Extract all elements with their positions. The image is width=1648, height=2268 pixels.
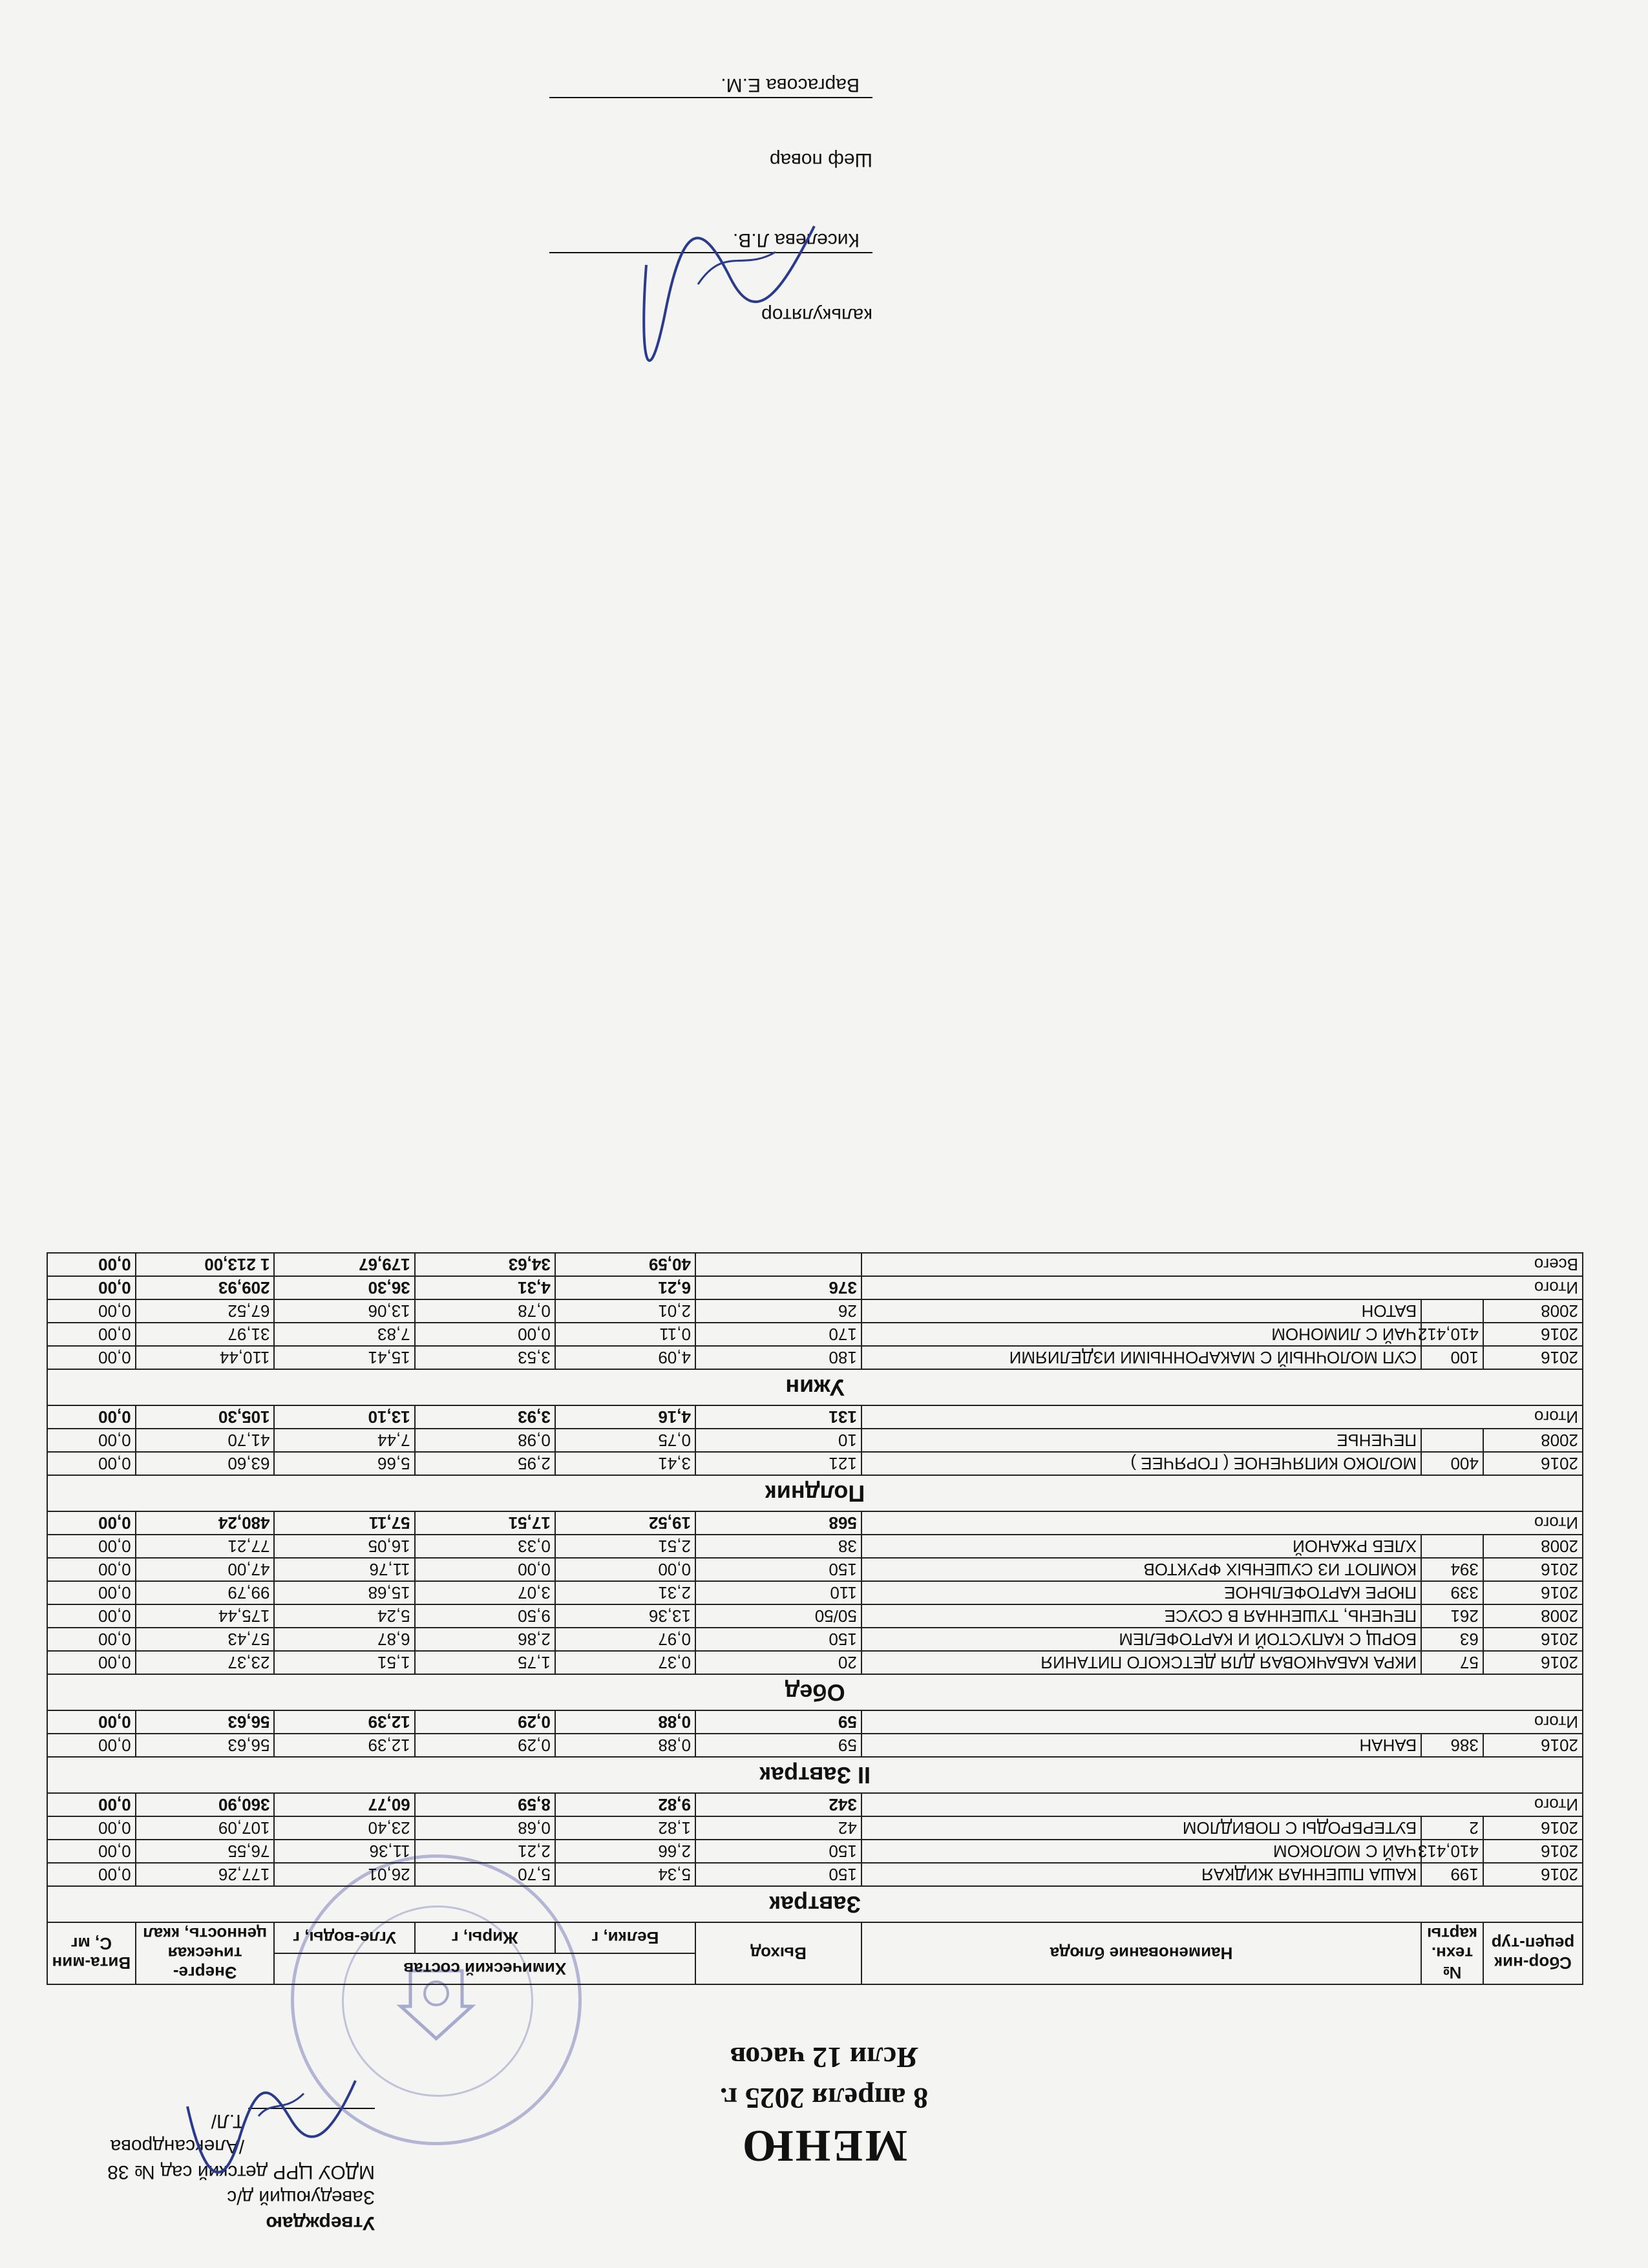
- cell-tech-card: [1421, 1535, 1483, 1558]
- cell-energy: 47,00: [136, 1558, 275, 1581]
- total-vitamin: 0,00: [47, 1511, 136, 1535]
- cell-energy: 177,26: [136, 1863, 275, 1886]
- cell-fat: 0,68: [415, 1816, 555, 1840]
- cell-fat: 0,98: [415, 1429, 555, 1452]
- cell-energy: 41,70: [136, 1429, 275, 1452]
- cell-fat: 5,70: [415, 1863, 555, 1886]
- cell-sbornik: 2016: [1483, 1323, 1583, 1346]
- cell-protein: 0,97: [555, 1628, 695, 1651]
- cell-carbs: 11,36: [275, 1840, 415, 1863]
- cell-output: 59: [695, 1734, 861, 1757]
- grand-total-fat: 34,63: [415, 1253, 555, 1276]
- cell-carbs: 16,05: [275, 1535, 415, 1558]
- cell-protein: 13,36: [555, 1604, 695, 1628]
- cell-fat: 3,53: [415, 1346, 555, 1369]
- table-row: [47, 1323, 1583, 1346]
- cell-carbs: 12,39: [275, 1734, 415, 1757]
- cell-sbornik: 2016: [1483, 1558, 1583, 1581]
- cell-energy: 31,97: [136, 1323, 275, 1346]
- cell-energy: 77,21: [136, 1535, 275, 1558]
- cell-dish-name: БАНАН: [861, 1734, 1421, 1757]
- approval-signer: /Александрова Т.Л/: [110, 2110, 245, 2158]
- total-carbs: 36,30: [275, 1276, 415, 1299]
- table-row: [47, 1581, 1583, 1604]
- total-energy: 360,90: [136, 1793, 275, 1816]
- header-chemical-composition: Химический состав: [275, 1953, 695, 1984]
- table-row: [47, 1651, 1583, 1674]
- cell-energy: 175,44: [136, 1604, 275, 1628]
- cell-fat: 2,86: [415, 1628, 555, 1651]
- cell-sbornik: 2008: [1483, 1604, 1583, 1628]
- cell-output: 26: [695, 1299, 861, 1323]
- total-energy: 480,24: [136, 1511, 275, 1535]
- cell-sbornik: 2016: [1483, 1346, 1583, 1369]
- cell-carbs: 5,66: [275, 1452, 415, 1475]
- cell-dish-name: КАША ПШЕННАЯ ЖИДКАЯ: [861, 1863, 1421, 1886]
- cell-dish-name: БОРЩ С КАПУСТОЙ И КАРТОФЕЛЕМ: [861, 1628, 1421, 1651]
- table-row: [47, 1816, 1583, 1840]
- cell-carbs: 15,41: [275, 1346, 415, 1369]
- menu-header: [0, 2041, 1648, 2171]
- cell-protein: 3,41: [555, 1452, 695, 1475]
- menu-table-body: [47, 1253, 1583, 1922]
- cell-energy: 76,55: [136, 1840, 275, 1863]
- cell-tech-card: 261: [1421, 1604, 1483, 1628]
- total-carbs: 57,11: [275, 1511, 415, 1535]
- cell-sbornik: 2016: [1483, 1840, 1583, 1863]
- total-fat: 8,59: [415, 1793, 555, 1816]
- cell-fat: 2,21: [415, 1840, 555, 1863]
- cell-vitamin: 0,00: [47, 1840, 136, 1863]
- cell-sbornik: 2016: [1483, 1734, 1583, 1757]
- cell-vitamin: 0,00: [47, 1604, 136, 1628]
- total-energy: 105,30: [136, 1405, 275, 1429]
- header-fat: Жиры, г: [415, 1922, 555, 1953]
- table-row: [47, 1840, 1583, 1863]
- section-title: Обед: [47, 1674, 1583, 1710]
- table-row: [47, 1604, 1583, 1628]
- cell-vitamin: 0,00: [47, 1558, 136, 1581]
- cell-protein: 2,51: [555, 1535, 695, 1558]
- cell-vitamin: 0,00: [47, 1628, 136, 1651]
- cell-tech-card: 410,413: [1421, 1840, 1483, 1863]
- signer-name: Варгасова Е.М.: [721, 74, 860, 96]
- cell-output: 170: [695, 1323, 861, 1346]
- total-row: [47, 1710, 1583, 1734]
- total-label: Итого: [861, 1710, 1583, 1734]
- cell-fat: 0,78: [415, 1299, 555, 1323]
- cell-energy: 57,43: [136, 1628, 275, 1651]
- total-energy: 56,63: [136, 1710, 275, 1734]
- total-carbs: 12,39: [275, 1710, 415, 1734]
- grand-total-row: [47, 1253, 1583, 1276]
- cell-protein: 5,34: [555, 1863, 695, 1886]
- menu-table: [47, 1252, 1583, 1985]
- section-title: Полдник: [47, 1475, 1583, 1511]
- header-vitamin: Вита-мин С, мг: [47, 1922, 136, 1984]
- cell-output: 10: [695, 1429, 861, 1452]
- bleed-through-text: [937, 90, 1583, 323]
- total-row: [47, 1793, 1583, 1816]
- total-vitamin: 0,00: [47, 1276, 136, 1299]
- cell-dish-name: ПЕЧЕНЬЕ: [861, 1429, 1421, 1452]
- header-dish-name: Наименование блюда: [861, 1922, 1421, 1984]
- total-energy: 209,93: [136, 1276, 275, 1299]
- total-fat: 4,31: [415, 1276, 555, 1299]
- cell-carbs: 1,51: [275, 1651, 415, 1674]
- grand-total-protein: 40,59: [555, 1253, 695, 1276]
- cell-sbornik: 2016: [1483, 1651, 1583, 1674]
- cell-protein: 4,09: [555, 1346, 695, 1369]
- cell-sbornik: 2016: [1483, 1863, 1583, 1886]
- total-label: Итого: [861, 1511, 1583, 1535]
- cell-carbs: 5,24: [275, 1604, 415, 1628]
- section-row: [47, 1475, 1583, 1511]
- cell-dish-name: СУП МОЛОЧНЫЙ С МАКАРОННЫМИ ИЗДЕЛИЯМИ: [861, 1346, 1421, 1369]
- table-row: [47, 1429, 1583, 1452]
- cell-dish-name: МОЛОКО КИПЯЧЕНОЕ ( ГОРЯЧЕЕ ): [861, 1452, 1421, 1475]
- cell-vitamin: 0,00: [47, 1581, 136, 1604]
- total-protein: 9,82: [555, 1793, 695, 1816]
- grand-total-energy: 1 213,00: [136, 1253, 275, 1276]
- cell-output: 20: [695, 1651, 861, 1674]
- cell-vitamin: 0,00: [47, 1346, 136, 1369]
- header-carbs: Угле-воды, г: [275, 1922, 415, 1953]
- cell-carbs: 13,06: [275, 1299, 415, 1323]
- cell-fat: 3,07: [415, 1581, 555, 1604]
- cell-fat: 0,00: [415, 1323, 555, 1346]
- section-row: [47, 1757, 1583, 1793]
- signer-name: Киселева Л.В.: [732, 229, 860, 251]
- cell-carbs: 6,87: [275, 1628, 415, 1651]
- total-output: 131: [695, 1405, 861, 1429]
- cell-vitamin: 0,00: [47, 1299, 136, 1323]
- cell-fat: 0,00: [415, 1558, 555, 1581]
- approval-position: Заведующий д/с: [227, 2187, 375, 2209]
- cell-dish-name: ЧАЙ С ЛИМОНОМ: [861, 1323, 1421, 1346]
- section-row: [47, 1886, 1583, 1922]
- cell-protein: 2,01: [555, 1299, 695, 1323]
- cell-dish-name: ИКРА КАБАЧКОВАЯ ДЛЯ ДЕТСКОГО ПИТАНИЯ: [861, 1651, 1421, 1674]
- cell-vitamin: 0,00: [47, 1323, 136, 1346]
- section-row: [47, 1674, 1583, 1710]
- total-vitamin: 0,00: [47, 1710, 136, 1734]
- cell-sbornik: 2016: [1483, 1452, 1583, 1475]
- cell-vitamin: 0,00: [47, 1816, 136, 1840]
- total-protein: 4,16: [555, 1405, 695, 1429]
- cell-sbornik: 2008: [1483, 1299, 1583, 1323]
- cell-output: 110: [695, 1581, 861, 1604]
- cell-tech-card: 63: [1421, 1628, 1483, 1651]
- total-fat: 17,51: [415, 1511, 555, 1535]
- cell-tech-card: 339: [1421, 1581, 1483, 1604]
- section-row: [47, 1369, 1583, 1405]
- cell-fat: 1,75: [415, 1651, 555, 1674]
- cell-tech-card: [1421, 1429, 1483, 1452]
- approval-title: Утверждаю: [266, 2212, 375, 2234]
- cell-fat: 0,29: [415, 1734, 555, 1757]
- total-protein: 6,21: [555, 1276, 695, 1299]
- total-vitamin: 0,00: [47, 1405, 136, 1429]
- grand-total-output: [695, 1253, 861, 1276]
- total-label: Итого: [861, 1276, 1583, 1299]
- cell-dish-name: ЧАЙ С МОЛОКОМ: [861, 1840, 1421, 1863]
- cell-energy: 23,37: [136, 1651, 275, 1674]
- cell-output: 50/50: [695, 1604, 861, 1628]
- cell-sbornik: 2008: [1483, 1429, 1583, 1452]
- cell-tech-card: 386: [1421, 1734, 1483, 1757]
- cell-energy: 63,60: [136, 1452, 275, 1475]
- total-output: 376: [695, 1276, 861, 1299]
- cell-sbornik: 2016: [1483, 1581, 1583, 1604]
- cell-tech-card: 394: [1421, 1558, 1483, 1581]
- cell-dish-name: ПЮРЕ КАРТОФЕЛЬНОЕ: [861, 1581, 1421, 1604]
- header-energy: Энерге-тическая ценность, ккал: [136, 1922, 275, 1984]
- cell-protein: 0,75: [555, 1429, 695, 1452]
- cell-protein: 1,82: [555, 1816, 695, 1840]
- cell-vitamin: 0,00: [47, 1535, 136, 1558]
- menu-title: МЕНЮ: [740, 2121, 908, 2170]
- table-row: [47, 1299, 1583, 1323]
- cell-output: 150: [695, 1628, 861, 1651]
- cell-vitamin: 0,00: [47, 1863, 136, 1886]
- cell-vitamin: 0,00: [47, 1734, 136, 1757]
- total-row: [47, 1511, 1583, 1535]
- header-sbornik: Сбор-ник рецеп-тур: [1483, 1922, 1583, 1984]
- total-label: Итого: [861, 1405, 1583, 1429]
- cell-protein: 0,88: [555, 1734, 695, 1757]
- section-title: Завтрак: [47, 1886, 1583, 1922]
- cell-protein: 0,37: [555, 1651, 695, 1674]
- cell-sbornik: 2008: [1483, 1535, 1583, 1558]
- cell-fat: 9,50: [415, 1604, 555, 1628]
- section-title: II Завтрак: [47, 1757, 1583, 1793]
- cell-dish-name: БАТОН: [861, 1299, 1421, 1323]
- section-title: Ужин: [47, 1369, 1583, 1405]
- cell-sbornik: 2016: [1483, 1628, 1583, 1651]
- approval-organization: МДОУ ЦРР детский сад № 38: [107, 2161, 375, 2183]
- cell-energy: 67,52: [136, 1299, 275, 1323]
- total-output: 342: [695, 1793, 861, 1816]
- total-vitamin: 0,00: [47, 1793, 136, 1816]
- cell-energy: 56,63: [136, 1734, 275, 1757]
- cell-dish-name: ХЛЕБ РЖАНОЙ: [861, 1535, 1421, 1558]
- cell-protein: 2,31: [555, 1581, 695, 1604]
- total-row: [47, 1276, 1583, 1299]
- cell-tech-card: 57: [1421, 1651, 1483, 1674]
- cell-dish-name: КОМПОТ ИЗ СУШЕНЫХ ФРУКТОВ: [861, 1558, 1421, 1581]
- grand-total-vitamin: 0,00: [47, 1253, 136, 1276]
- total-output: 59: [695, 1710, 861, 1734]
- header-tech-card: № техн. карты: [1421, 1922, 1483, 1984]
- total-row: [47, 1405, 1583, 1429]
- menu-date: 8 апреля 2025 г.: [719, 2082, 929, 2115]
- grand-total-carbs: 179,67: [275, 1253, 415, 1276]
- cell-energy: 99,79: [136, 1581, 275, 1604]
- table-row: [47, 1535, 1583, 1558]
- signer-row: [549, 65, 872, 142]
- signer-role: Шеф повар: [769, 149, 872, 171]
- cell-tech-card: 400: [1421, 1452, 1483, 1475]
- total-fat: 3,93: [415, 1405, 555, 1429]
- total-output: 568: [695, 1511, 861, 1535]
- cell-tech-card: 2: [1421, 1816, 1483, 1840]
- cell-output: 150: [695, 1558, 861, 1581]
- cell-tech-card: 199: [1421, 1863, 1483, 1886]
- table-row: [47, 1863, 1583, 1886]
- cell-fat: 2,95: [415, 1452, 555, 1475]
- cell-tech-card: 410,412: [1421, 1323, 1483, 1346]
- cell-tech-card: [1421, 1299, 1483, 1323]
- cell-vitamin: 0,00: [47, 1651, 136, 1674]
- cell-dish-name: БУТЕРБРОДЫ С ПОВИДЛОМ: [861, 1816, 1421, 1840]
- header-protein: Белки, г: [555, 1922, 695, 1953]
- header-output: Выход: [695, 1922, 861, 1984]
- total-protein: 0,88: [555, 1710, 695, 1734]
- total-fat: 0,29: [415, 1710, 555, 1734]
- table-row: [47, 1452, 1583, 1475]
- cell-output: 150: [695, 1840, 861, 1863]
- menu-subtitle: Ясли 12 часов: [730, 2041, 918, 2074]
- total-carbs: 60,77: [275, 1793, 415, 1816]
- cell-carbs: 7,83: [275, 1323, 415, 1346]
- total-label: Итого: [861, 1793, 1583, 1816]
- cell-energy: 107,09: [136, 1816, 275, 1840]
- total-protein: 19,52: [555, 1511, 695, 1535]
- cell-output: 42: [695, 1816, 861, 1840]
- table-row: [47, 1558, 1583, 1581]
- cell-energy: 110,44: [136, 1346, 275, 1369]
- cell-vitamin: 0,00: [47, 1429, 136, 1452]
- cell-dish-name: ПЕЧЕНЬ, ТУШЕННАЯ В СОУСЕ: [861, 1604, 1421, 1628]
- cell-sbornik: 2016: [1483, 1816, 1583, 1840]
- table-row: [47, 1734, 1583, 1757]
- cell-carbs: 23,40: [275, 1816, 415, 1840]
- cell-protein: 2,66: [555, 1840, 695, 1863]
- signer-role: калькулятор: [761, 304, 872, 326]
- chef-signature-icon: [627, 200, 834, 368]
- cell-output: 38: [695, 1535, 861, 1558]
- cell-carbs: 15,68: [275, 1581, 415, 1604]
- cell-output: 180: [695, 1346, 861, 1369]
- cell-tech-card: 100: [1421, 1346, 1483, 1369]
- cell-vitamin: 0,00: [47, 1452, 136, 1475]
- cell-carbs: 7,44: [275, 1429, 415, 1452]
- table-row: [47, 1346, 1583, 1369]
- cell-fat: 0,33: [415, 1535, 555, 1558]
- table-row: [47, 1628, 1583, 1651]
- total-carbs: 13,10: [275, 1405, 415, 1429]
- cell-output: 150: [695, 1863, 861, 1886]
- cell-protein: 0,00: [555, 1558, 695, 1581]
- cell-protein: 0,11: [555, 1323, 695, 1346]
- grand-total-label: Всего: [861, 1253, 1583, 1276]
- cell-carbs: 11,76: [275, 1558, 415, 1581]
- cell-carbs: 26,01: [275, 1863, 415, 1886]
- signature-line: [549, 97, 872, 98]
- cell-output: 121: [695, 1452, 861, 1475]
